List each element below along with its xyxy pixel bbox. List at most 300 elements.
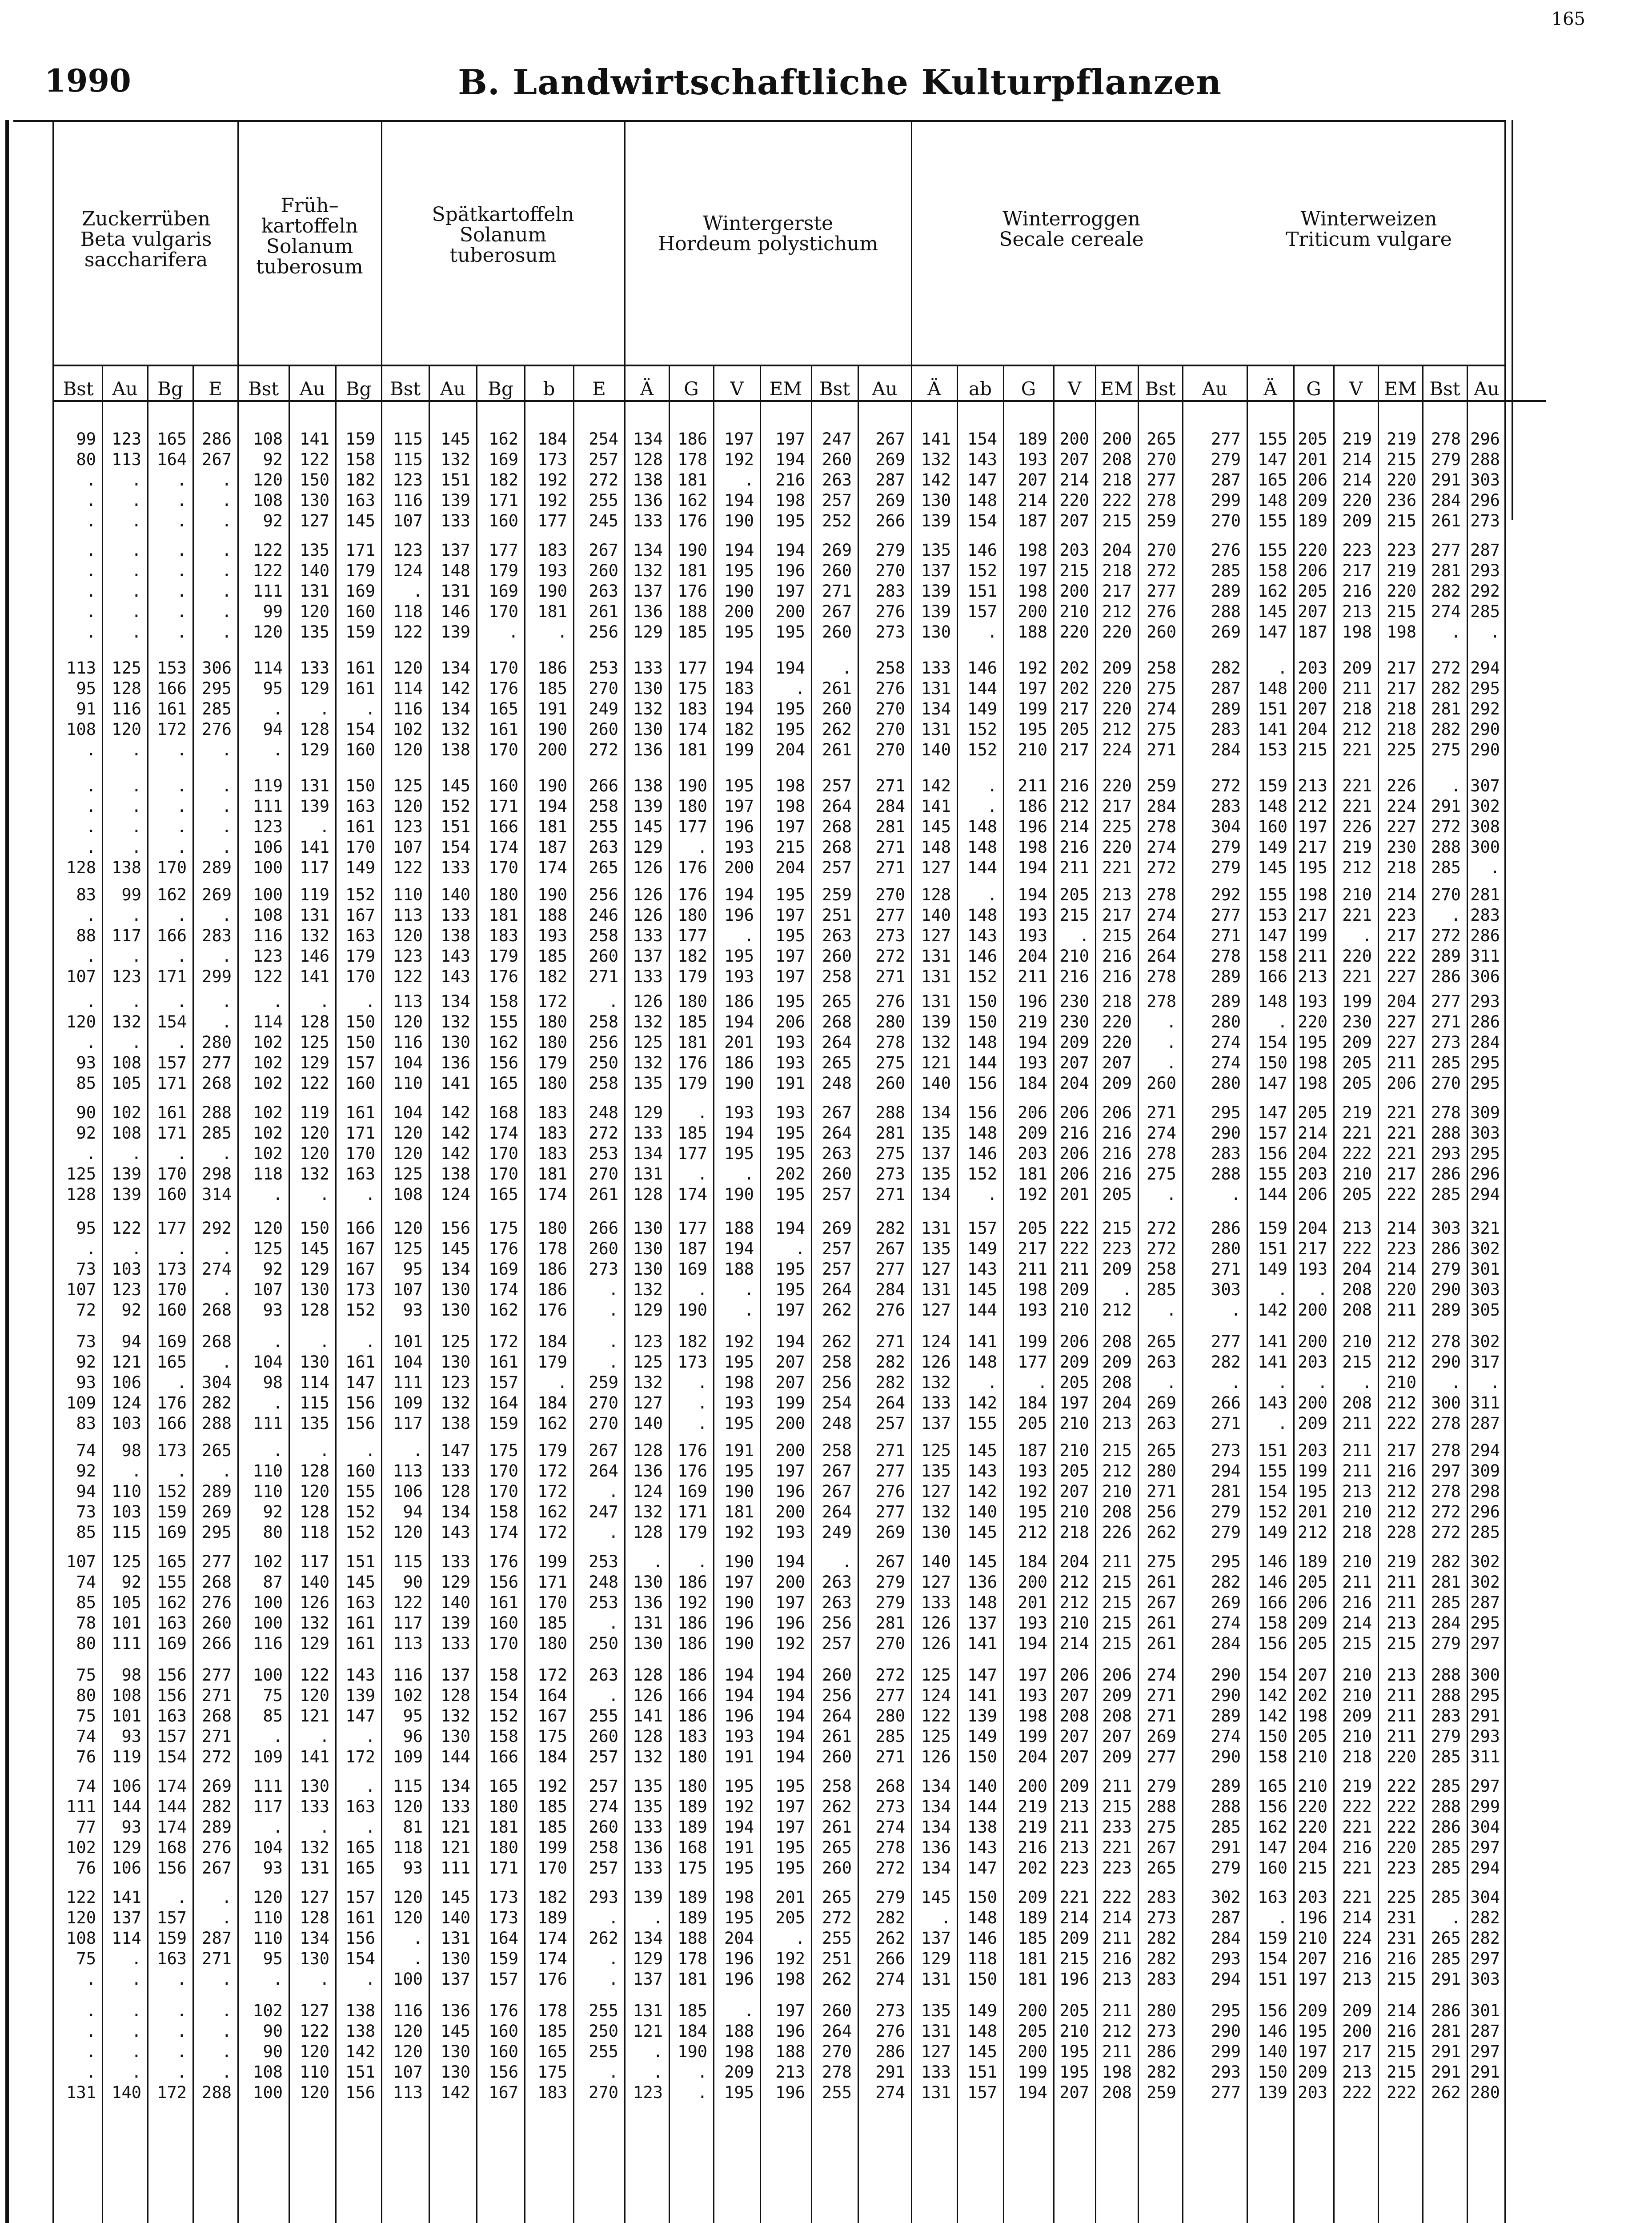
table-cell-block: 189 193 207 214 187	[1018, 429, 1047, 530]
column-header: Bst	[389, 378, 421, 400]
table-cell-block: 120 125 92 107 93	[253, 1219, 283, 1320]
table-cell-block: 133 130 132 130 136	[633, 658, 663, 759]
table-cell-block: 213 211 211 211 220	[1387, 1665, 1416, 1766]
table-cell-block: 295 290 283 288 .	[1211, 1103, 1241, 1204]
table-cell-block: 123 125 132 127 140	[633, 1332, 663, 1433]
table-cell-block: 125 135 127 132 130	[921, 1441, 951, 1542]
table-cell-block: 266 258 255 263 265	[589, 776, 618, 877]
table-cell-block: 194 194 196 193 191	[724, 1665, 754, 1766]
table-cell-block: 177 175 183 174 181	[678, 658, 707, 759]
column-header: Bst	[1429, 378, 1460, 400]
table-cell-block: 134 128 138 136 133	[633, 429, 663, 530]
table-cell-block: . 128 120 128 118	[300, 1441, 329, 1542]
table-cell-block: 119 111 123 106 100	[253, 776, 283, 877]
table-cell-block: 222 214 211 216 213	[1102, 1888, 1132, 1989]
table-cell-block: 102 108 . 139 139	[112, 1103, 141, 1204]
table-cell-block: 257 274 260 258 257	[589, 1777, 618, 1878]
table-cell-block: 307 302 308 300 .	[1470, 776, 1500, 877]
table-cell-block: 213 212 197 217 195	[1298, 776, 1327, 877]
table-cell-block: 321 302 301 303 305	[1470, 1219, 1500, 1320]
table-cell-block: 135 131 127 133 131	[921, 2001, 951, 2102]
table-cell-block: . 291 272 288 285	[1431, 776, 1461, 877]
table-cell-block: 180 178 186 186 176	[537, 1219, 567, 1320]
table-cell-block: 176 156 161 160 170	[489, 1552, 518, 1653]
table-cell-block: . 188 198 209 195	[724, 2001, 754, 2102]
table-cell-block: 268 . 304 282 288	[202, 1332, 232, 1433]
table-cell-block: 184 200 201 193 194	[1018, 1552, 1047, 1653]
table-cell-block: 256 246 258 260 271	[589, 885, 618, 986]
table-cell-block: . . . . 140	[112, 2001, 141, 2102]
table-cell-block: 271 282 282 264 257	[875, 1332, 905, 1433]
table-cell-block: . . . . 172	[157, 2001, 187, 2102]
table-cell-block: 158 155 162 156 165	[489, 992, 518, 1093]
table-cell-block: 184 173 192 192 177	[537, 429, 567, 530]
table-cell-block: 273 294 281 279 279	[1211, 1441, 1241, 1542]
table-cell-block: 124 126 132 133 137	[921, 1332, 951, 1433]
table-cell-block: 265 272 255 251 262	[822, 1888, 852, 1989]
table-cell-block: 199 177 . 184 205	[1018, 1332, 1047, 1433]
table-cell-block: 135 140 131 120 135	[300, 541, 329, 642]
table-cell-block: . 160 155 152 152	[345, 1441, 375, 1542]
table-cell-block: 107 74 85 78 80	[66, 1552, 96, 1653]
crop-group-header-line: Beta vulgaris	[80, 228, 212, 251]
table-cell-block: 260 256 264 261 260	[822, 1665, 852, 1766]
table-cell-block: 122 122 111 99 120	[253, 541, 283, 642]
table-cell-block: 266 260 273 . .	[589, 1219, 618, 1320]
crop-group-header-line: Wintergerste	[702, 212, 834, 235]
table-cell-block: 119 120 120 132 .	[300, 1103, 329, 1204]
column-header: EM	[1384, 378, 1417, 400]
table-cell-block: 210 220 220 204 215	[1298, 1777, 1327, 1878]
table-cell-block: 218 220 220 207 209	[1102, 992, 1132, 1093]
table-cell-block: 156 146 140 150 139	[1258, 2001, 1287, 2102]
table-cell-block: 113 120 116 104 110	[393, 992, 423, 1093]
table-cell-block: 290 290 289 274 290	[1211, 1665, 1241, 1766]
table-cell-block: 223 219 220 215 198	[1387, 541, 1416, 642]
table-cell-block: 134 132 137 136 129	[633, 541, 663, 642]
table-cell-block: 272 272 258 285 .	[1147, 1219, 1176, 1320]
table-cell-block: 209 195 197 209 203	[1298, 2001, 1327, 2102]
table-cell-block: 272 277 280 285 271	[875, 1665, 905, 1766]
table-cell-block: 154 143 147 148 154	[967, 429, 997, 530]
table-cell-block: 129 133 134 131 128	[633, 1103, 663, 1204]
table-cell-block: 180 185 181 176 179	[678, 992, 707, 1093]
table-cell-block: . 263 263 256 257	[822, 1552, 852, 1653]
table-cell-block: 226 224 227 230 218	[1387, 776, 1416, 877]
table-cell-block: 262 258 256 254 248	[822, 1332, 852, 1433]
table-cell-block: 286 267 . . .	[202, 429, 232, 530]
table-cell-block: 217 216 212 212 228	[1387, 1441, 1416, 1542]
table-cell-block: 131 121 . . 123	[633, 2001, 663, 2102]
table-cell-block: 83 . 88 . 107	[66, 885, 96, 986]
table-cell-block: 206 209 205 197 210	[1059, 1332, 1089, 1433]
table-cell-block: 120 125 95 107 93	[393, 1219, 423, 1320]
table-cell-block: 269 . 283 . 299	[202, 885, 232, 986]
table-cell-block: 74 111 77 102 76	[66, 1777, 96, 1878]
table-cell-block: 200 197 196 200 193	[775, 1441, 805, 1542]
table-cell-block: 277 279 287 299 270	[1211, 429, 1241, 530]
crop-group-header-line: Zuckerrüben	[81, 208, 211, 230]
table-cell-block: 265 263 . 269 263	[1147, 1332, 1176, 1433]
table-cell-block: 209 211 218 212 221	[1342, 658, 1372, 759]
table-cell-block: 168 174 170 170 165	[489, 1103, 518, 1204]
table-cell-block: 153 166 161 172 .	[157, 658, 187, 759]
table-cell-block: 155 153 147 158 166	[1258, 885, 1287, 986]
table-cell-block: 136 145 130 130 142	[441, 2001, 470, 2102]
table-cell-block: 155 147 165 148 155	[1258, 429, 1287, 530]
table-cell-block: 281 283 286 311 306	[1470, 885, 1500, 986]
crop-group-header	[625, 213, 911, 254]
table-cell-block: 125 128 116 120 .	[112, 658, 141, 759]
table-cell-block: 278 . . . 260	[1147, 992, 1176, 1093]
table-cell-block: 294 295 292 290 290	[1470, 658, 1500, 759]
column-header: Bg	[157, 378, 183, 400]
table-cell-block: 223 217 216 213 198	[1342, 541, 1372, 642]
table-cell-block: 142 141 145 148 127	[921, 776, 951, 877]
table-cell-block: 173 . 152 159 169	[157, 1441, 187, 1542]
table-cell-block: 211 211 213 210 218	[1342, 1441, 1372, 1542]
table-cell-block: 274 271 271 269 277	[1147, 1665, 1176, 1766]
table-cell-block: 147 141 139 149 150	[967, 1665, 997, 1766]
table-cell-block: 210 215 . 208 211	[1342, 1332, 1372, 1433]
table-cell-block: 141 132 142 130 139	[921, 429, 951, 530]
table-cell-block: 175 170 170 158 174	[489, 1441, 518, 1542]
column-header: Bst	[1145, 378, 1176, 400]
table-cell-block: 120 120 . . 100	[393, 1888, 423, 1989]
table-cell-block: 122 . 103 123 92	[112, 1219, 141, 1320]
table-cell-block: 195 197 196 193 200	[724, 776, 754, 877]
header-rule	[52, 400, 1506, 402]
crop-mark	[1512, 120, 1513, 520]
table-cell-block: 285 . 265 285 291	[1431, 1888, 1461, 1989]
table-cell-block: 125 124 122 125 126	[921, 1665, 951, 1766]
table-cell-block: 146 144 149 152 152	[967, 658, 997, 759]
table-cell-block: 304 282 282 297 303	[1470, 1888, 1500, 1989]
table-cell-block: 116 120 120 107 113	[393, 2001, 423, 2102]
table-cell-block: 178 185 165 175 183	[537, 2001, 567, 2102]
table-cell-block: 134 135 137 135 134	[921, 1103, 951, 1204]
table-cell-block: 288 281 275 273 271	[875, 1103, 905, 1204]
table-cell-block: 115 90 122 117 113	[393, 1552, 423, 1653]
table-cell-block: 195 206 193 193 191	[775, 992, 805, 1093]
table-cell-block: 205 215 . 210 216	[1059, 885, 1089, 986]
table-cell-block: 220 217 225 220 221	[1102, 776, 1132, 877]
table-cell-block: 300 295 291 293 311	[1470, 1665, 1500, 1766]
crop-group-header-line: Solanum	[266, 235, 353, 258]
table-cell-block: 206 209 208 207 209	[1102, 1665, 1132, 1766]
table-cell-block: 180 181 183 179 176	[489, 885, 518, 986]
table-cell-block: 165 155 162 163 169	[157, 1552, 187, 1653]
table-cell-block: 140 133 138 143 143	[441, 885, 470, 986]
table-cell-block: 214 223 217 222 227	[1387, 885, 1416, 986]
table-cell-block: 222 222 222 220 223	[1387, 1777, 1416, 1878]
table-cell-block: 296 288 303 296 273	[1470, 429, 1500, 530]
table-cell-block: 137 148 131 146 139	[441, 541, 470, 642]
table-cell-block: 145 132 151 139 133	[441, 429, 470, 530]
table-cell-block: 210 210 209 210 218	[1342, 1665, 1372, 1766]
table-cell-block: 138 139 145 129 126	[633, 776, 663, 877]
table-cell-block: 267 269 287 269 266	[875, 429, 905, 530]
table-cell-block: 194 183 194 182 199	[724, 658, 754, 759]
column-header: ab	[969, 378, 992, 400]
crop-group-header	[911, 209, 1231, 250]
column-header: b	[543, 378, 555, 400]
table-cell-block: 149 148 145 151 157	[967, 2001, 997, 2102]
table-cell-block: 177 . 173 170 160	[157, 1219, 187, 1320]
crop-group-header-line: kartoffeln	[261, 215, 358, 237]
table-cell-block: 117 140 126 132 129	[300, 1552, 329, 1653]
column-header: G	[684, 378, 699, 400]
table-cell-block: 204 218 217 212 220	[1102, 541, 1132, 642]
table-cell-block: 265 268 264 265 248	[822, 992, 852, 1093]
table-cell-block: . 163 . 165 165	[345, 1777, 375, 1878]
table-cell-block: 225 231 231 216 215	[1387, 1888, 1416, 1989]
table-cell-block: 163 . 159 154 151	[1258, 1888, 1287, 1989]
table-cell-block: 221 221 221 217 222	[1387, 1103, 1416, 1204]
table-cell-block: 279 282 262 266 274	[875, 1888, 905, 1989]
table-cell-block: 134 142 134 132 138	[441, 658, 470, 759]
table-cell-block: 220 206 205 207 187	[1298, 541, 1327, 642]
table-cell-block: 127 122 120 110 120	[300, 2001, 329, 2102]
table-cell-block: 176 176 169 171 179	[678, 1441, 707, 1542]
table-cell-block: 150 148 146 118 150	[967, 1888, 997, 1989]
table-cell-block: 179 172 172 162 172	[537, 1441, 567, 1542]
column-header: Ä	[927, 378, 941, 400]
year-label: 1990	[44, 62, 131, 99]
table-cell-block: 221 214 224 216 213	[1342, 1888, 1372, 1989]
table-cell-block: 186 194 201 186 190	[724, 992, 754, 1093]
table-cell-block: . 113 106 94 120	[393, 1441, 423, 1542]
table-cell-block: 140 127 133 126 126	[921, 1552, 951, 1653]
table-cell-block: 122 120 121 . 141	[300, 1665, 329, 1766]
table-cell-block: 208 209 208 204 213	[1102, 1332, 1132, 1433]
table-cell-block: 219 221 222 210 205	[1342, 1103, 1372, 1204]
column-header: G	[1306, 378, 1321, 400]
table-cell-block: 267 260 263 261 256	[589, 541, 618, 642]
table-cell-block: 295 290 299 293 277	[1211, 2001, 1241, 2102]
table-cell-block: 206 216 216 216 205	[1102, 1103, 1132, 1204]
table-cell-block: 190 181 176 188 185	[678, 541, 707, 642]
table-cell-block: 211 215 233 221 223	[1102, 1777, 1132, 1878]
table-cell-block: 159 158 182 163 145	[345, 429, 375, 530]
table-cell-block: 280 273 286 282 259	[1147, 2001, 1176, 2102]
table-cell-block: 205 214 204 203 206	[1298, 1103, 1327, 1204]
table-cell-block: 134 133 121 121 111	[441, 1777, 470, 1878]
table-cell-block: 156 156 163 157 154	[157, 1665, 187, 1766]
table-cell-block: 205 210 195 195 207	[1059, 2001, 1089, 2102]
table-cell-block: 176 180 177 182 179	[678, 885, 707, 986]
table-cell-block: 137 128 132 130 144	[441, 1665, 470, 1766]
table-cell-block: . 186 192 186 186	[678, 1552, 707, 1653]
crop-group-header-line: Secale cereale	[999, 228, 1144, 251]
table-cell-block: 114 95 . 94 .	[253, 658, 283, 759]
table-cell-block: 99 80 . . .	[76, 429, 96, 530]
table-cell-block: 186 166 186 183 180	[678, 1665, 707, 1766]
table-cell-block: 210 211 216 214 215	[1342, 1552, 1372, 1653]
table-cell-block: 263 . 255 260 257	[589, 1665, 618, 1766]
table-cell-block: 257 264 268 268 257	[822, 776, 852, 877]
table-cell-block: 303 286 279 290 289	[1431, 1219, 1461, 1320]
table-cell-block: 139 . 134 129 137	[633, 1888, 663, 1989]
crop-mark	[5, 120, 9, 2223]
table-cell-block: 265 270 277 278 259	[1147, 429, 1176, 530]
table-cell-block: 128 126 141 128 132	[633, 1665, 663, 1766]
column-header: E	[592, 378, 606, 400]
table-cell-block: 177 187 169 . 190	[678, 1219, 707, 1320]
table-cell-block: 214 223 214 220 211	[1387, 1219, 1416, 1320]
table-cell-block: 133 131 134 131 140	[921, 658, 951, 759]
table-cell-block: . . . . .	[176, 541, 187, 642]
table-cell-block: 166 167 167 173 152	[345, 1219, 375, 1320]
table-cell-block: 150 163 161 170 149	[345, 776, 375, 877]
table-cell-block: . 148 143 146 152	[967, 885, 997, 986]
table-cell-block: 271 274 278 275 .	[1147, 1103, 1176, 1204]
table-cell-block: 192 197 199 195 210	[1018, 658, 1047, 759]
table-cell-block: 259 284 278 274 272	[1147, 776, 1176, 877]
table-cell-block: 302 302 287 295 297	[1470, 1552, 1500, 1653]
table-cell-block: 219 211 211 213 215	[1387, 1552, 1416, 1653]
table-cell-block: 301 287 297 291 280	[1470, 2001, 1500, 2102]
table-cell-block: 190 194 181 187 174	[537, 776, 567, 877]
table-cell-block: 259 251 263 260 258	[822, 885, 852, 986]
crop-group-header-line: tuberosum	[256, 256, 363, 278]
table-cell-block: 150 145 129 130 128	[300, 1219, 329, 1320]
table-cell-block: 221 221 226 219 212	[1342, 776, 1372, 877]
table-cell-block: 211 212 211 198 208	[1102, 2001, 1132, 2102]
table-cell-block: 128 140 127 131 131	[921, 885, 951, 986]
crop-group-header-line: Solanum	[459, 224, 547, 246]
table-cell-block: 200 208 218 222 215	[1102, 429, 1132, 530]
column-header: E	[209, 378, 222, 400]
table-cell-block: 106 144 93 129 106	[112, 1777, 141, 1878]
table-cell-block: 269 260 271 267 260	[822, 541, 852, 642]
table-cell-block: 270 . 272 289 286	[1431, 885, 1461, 986]
table-cell-block: 214 216 215 215 222	[1387, 2001, 1416, 2102]
table-cell-block: . 185 177 . 174	[678, 1103, 707, 1204]
table-cell-block: 192 185 185 199 170	[537, 1777, 567, 1878]
table-cell-block: 200 219 219 216 202	[1018, 1777, 1047, 1878]
column-header: Ä	[1263, 378, 1277, 400]
column-header: Au	[112, 378, 138, 400]
table-cell-block: 182 189 174 174 176	[537, 1888, 567, 1989]
table-cell-block: 200 205 200 199 194	[1018, 2001, 1047, 2102]
table-cell-block: 154 142 142 150 158	[1258, 1665, 1287, 1766]
table-cell-block: 133 129 . 128 129	[300, 658, 329, 759]
table-cell-block: 258 276 270 270 270	[875, 658, 905, 759]
column-header: Au	[440, 378, 466, 400]
table-cell-block: 253 270 249 260 272	[589, 658, 618, 759]
table-cell-block: 210 221 . 220 221	[1342, 885, 1372, 986]
table-cell-block: 177 179 169 170 .	[489, 541, 518, 642]
table-cell-block: 279 270 283 276 273	[875, 541, 905, 642]
table-cell-block: 123 113 . . .	[112, 429, 141, 530]
table-cell-block: 130 133 . 132 131	[300, 1777, 329, 1878]
table-cell-block: 115 120 81 118 93	[393, 1777, 423, 1878]
table-cell-block: 130 130 130 132 129	[633, 1219, 663, 1320]
table-cell-block: . . 259 270 270	[589, 1332, 618, 1433]
table-cell-block: 213 217 215 216 216	[1102, 885, 1132, 986]
table-cell-block: 205 201 206 209 189	[1298, 429, 1327, 530]
table-cell-block: 148 . 154 150 147	[1258, 992, 1287, 1093]
table-cell-block: 110 113 120 123 122	[393, 885, 423, 986]
table-cell-block: . . . . 128	[66, 776, 96, 877]
table-cell-block: 215 212 210 208 226	[1102, 1441, 1132, 1542]
table-cell-block: 198 197 198 200 188	[1018, 541, 1047, 642]
table-cell-block: . 114 102 102 102	[253, 992, 283, 1093]
table-cell-block: 207 202 198 205 210	[1298, 1665, 1327, 1766]
table-cell-block: 115 115 123 116 107	[393, 429, 423, 530]
table-cell-block: 159 148 160 149 145	[1258, 776, 1287, 877]
table-cell-block: 197 194 216 198 195	[775, 429, 805, 530]
table-cell-block: 269 282 289 276 267	[202, 1777, 232, 1878]
table-cell-block: 193 195 195 202 195	[775, 1103, 805, 1204]
table-cell-block: 147 133 128 134 143	[441, 1441, 470, 1542]
table-cell-block: . . . . 138	[112, 776, 141, 877]
table-cell-block: 196 219 194 193 184	[1018, 992, 1047, 1093]
table-cell-block: 165 180 181 180 171	[489, 1777, 518, 1878]
header-rule	[52, 365, 1506, 366]
table-cell-block: 216 212 214 216 211	[1059, 776, 1089, 877]
column-header: Bst	[819, 378, 850, 400]
table-cell-block: 145 140 131 130 137	[441, 1888, 470, 1989]
table-cell-block: 150 150 148 144 156	[967, 992, 997, 1093]
table-cell-block: 206 216 206 206 201	[1059, 1103, 1089, 1204]
table-cell-block: 141 122 150 130 127	[300, 429, 329, 530]
table-cell-block: 111 117 . 104 93	[253, 1777, 283, 1878]
table-cell-block: 193 194 195 . 190	[724, 1103, 754, 1204]
table-cell-block: 161 171 . 170 160	[157, 1103, 187, 1204]
table-cell-block: 203 215 200 210 220	[1059, 541, 1089, 642]
table-cell-block: . . 280 277 268	[202, 992, 232, 1093]
table-cell-block: 282 267 277 284 276	[875, 1219, 905, 1320]
crop-group-header	[54, 209, 238, 270]
table-cell-block: 277 268 276 260 266	[202, 1552, 232, 1653]
table-cell-block: 173 173 164 159 157	[489, 1888, 518, 1989]
table-cell-block: 100 75 85 . 109	[253, 1665, 283, 1766]
table-cell-block: 94 121 106 124 103	[112, 1332, 141, 1433]
table-cell-block: 295 282 269 274 284	[1211, 1552, 1241, 1653]
column-header: Bg	[488, 378, 513, 400]
table-cell-block: 185 184 190 . .	[678, 2001, 707, 2102]
table-cell-block: 146 146 166 158 156	[1258, 1552, 1287, 1653]
table-cell-block: 200 207 214 220 207	[1059, 429, 1089, 530]
crop-group-header	[1231, 209, 1506, 250]
table-cell-block: 133 129 140 139 133	[441, 1552, 470, 1653]
crop-group-header-line: Triticum vulgare	[1286, 228, 1452, 251]
table-cell-block: 258 275 274 275 271	[1147, 658, 1176, 759]
table-cell-block: 95 . 73 107 72	[66, 1219, 96, 1320]
table-cell-block: 98 . 110 103 115	[112, 1441, 141, 1542]
table-cell-block: 194 . 195 195 197	[775, 1219, 805, 1320]
table-cell-block: 217 217 218 218 225	[1387, 658, 1416, 759]
table-cell-block: 190 180 177 . 176	[678, 776, 707, 877]
table-cell-block: 278 288 293 286 285	[1431, 1103, 1461, 1204]
table-cell-block: . 150 150 157 160	[345, 992, 375, 1093]
table-cell-block: 248 272 253 270 261	[589, 1103, 618, 1204]
crop-group-header-line: tuberosum	[449, 244, 557, 267]
table-cell-block: 183 193 190 181 .	[537, 541, 567, 642]
table-cell-block: 156 145 134 130 130	[441, 1219, 470, 1320]
table-cell-block: 197 196 188 213 196	[775, 2001, 805, 2102]
table-cell-block: 203 199 195 201 212	[1298, 1441, 1327, 1542]
table-cell-block: 199 171 170 185 180	[537, 1552, 567, 1653]
column-header: Bst	[63, 378, 94, 400]
table-cell-block: 188 194 188 . .	[724, 1219, 754, 1320]
table-cell-block: 302 287 284 293 294	[1211, 1888, 1241, 1989]
table-cell-block: 75 80 75 74 76	[76, 1665, 96, 1766]
table-cell-block: 197 193 198 199 204	[1018, 1665, 1047, 1766]
table-cell-block: 200 203 . 200 209	[1298, 1332, 1327, 1433]
